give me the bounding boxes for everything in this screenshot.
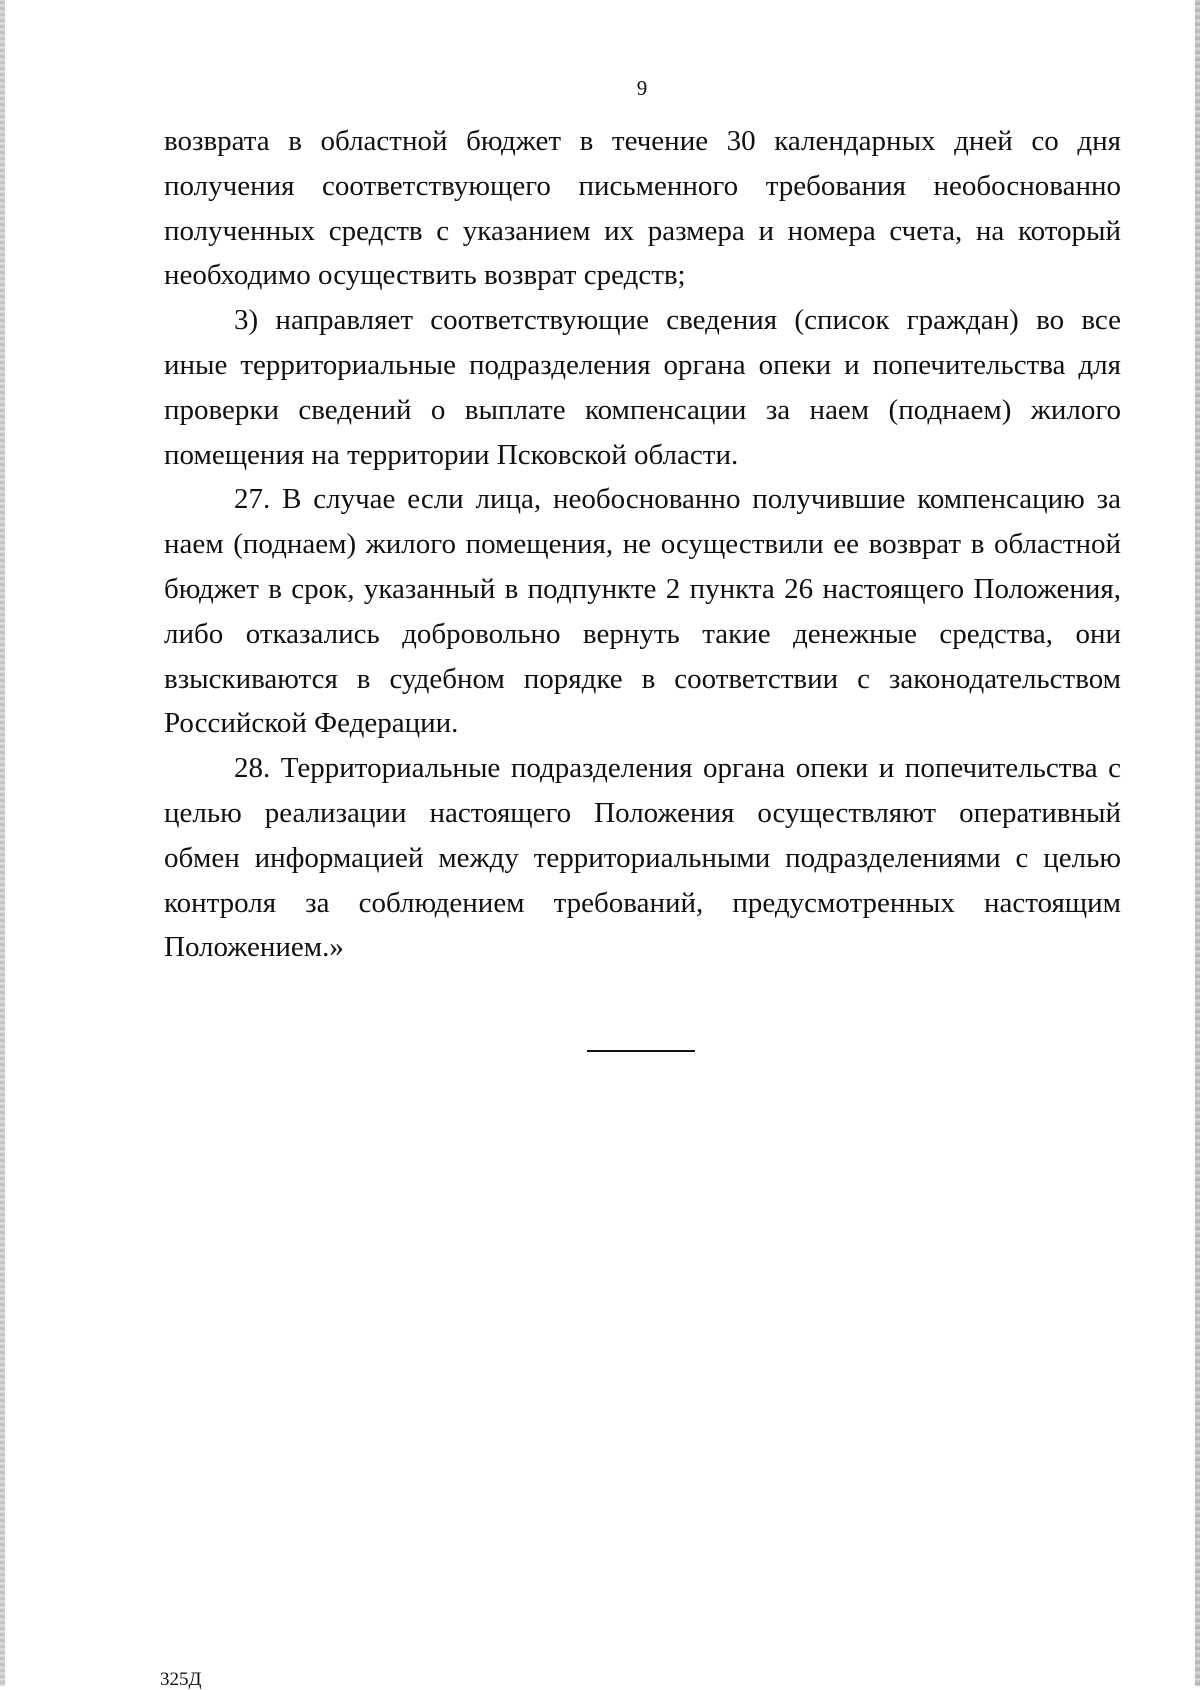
document-body xyxy=(164,119,1121,970)
paragraph-continuation: возврата в областной бюджет в течение 30 календарных дней со дня получения соответствующего письменного требования необоснованно полученных средств с указанием их размера и номера счета, на который необходимо осуществить возврат средств; xyxy=(164,125,1121,292)
closing-rule xyxy=(587,1050,695,1052)
paragraph-clause-27: 27. В случае если лица, необоснованно получившие компенсацию за наем (поднаем) жилого помещения, не осуществили ее возврат в областной бюджет в срок, указанный в подпункте 2 пункта 26 настоящего Положения, либо отказались добровольно вернуть такие денежные средства, они взыскиваются в судебном порядке в соответствии с законодательством Российской Федерации. xyxy=(164,483,1121,740)
document-code: 325Д xyxy=(160,1669,202,1690)
paragraph-clause-28: 28. Территориальные подразделения органа опеки и попечительства с целью реализации настоящего Положения осуществляют оперативный обмен информацией между территориальными подразделениями с целью контроля за соблюдением требований, предусмотренных настоящим Положением.» xyxy=(164,752,1121,964)
scan-edge-left xyxy=(0,0,5,1686)
paragraph-item-3: 3) направляет соответствующие сведения (список граждан) во все иные территориальные подразделения органа опеки и попечительства для проверки сведений о выплате компенсации за наем (поднаем) жилого помещения на территории Псковской области. xyxy=(164,304,1121,471)
scan-edge-right xyxy=(1195,0,1200,1686)
page-number: 9 xyxy=(636,76,648,100)
